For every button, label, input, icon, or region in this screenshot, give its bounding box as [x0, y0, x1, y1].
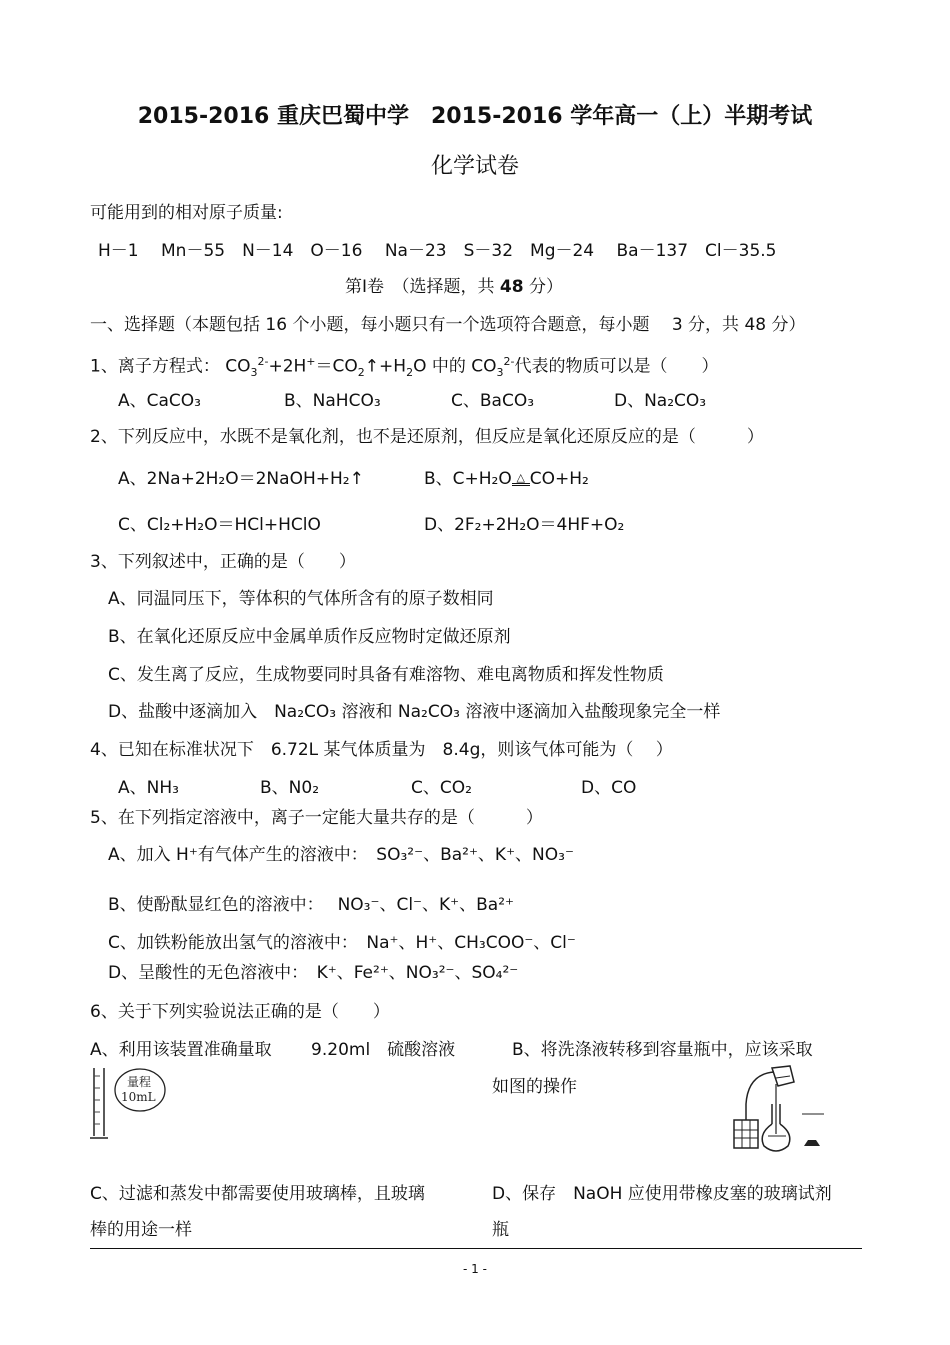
q1-option-c: C、BaCO₃	[451, 391, 535, 411]
q3-option-a: A、同温同压下，等体积的气体所含有的原子数相同	[108, 589, 494, 609]
cylinder-range-label: 量程	[127, 1075, 152, 1089]
volume-heading	[345, 276, 563, 298]
q1-option-b: B、NaHCO₃	[284, 391, 381, 411]
question-3-stem: 3、下列叙述中，正确的是（ ）	[90, 552, 356, 572]
q4-option-d: D、CO	[581, 778, 637, 798]
q4-option-a: A、NH₃	[118, 778, 179, 798]
question-2-stem: 2、下列反应中，水既不是氧化剂，也不是还原剂，但反应是氧化还原反应的是（ ）	[90, 427, 764, 447]
q6-option-c-line2: 棒的用途一样	[90, 1220, 192, 1240]
heat-condition-mark: △	[512, 473, 530, 486]
question-6-stem: 6、关于下列实验说法正确的是（ ）	[90, 1002, 390, 1022]
q4-option-c: C、CO₂	[411, 778, 472, 798]
q6-option-b-line1: B、将洗涤液转移到容量瓶中，应该采取	[512, 1040, 813, 1060]
q6-option-b-line2: 如图的操作	[492, 1077, 577, 1097]
q1-option-a: A、CaCO₃	[118, 391, 201, 411]
q1-stem-f: 代表的物质可以是（ ）	[514, 356, 719, 377]
volumetric-flask-transfer-icon	[728, 1064, 828, 1156]
footer-rule	[90, 1248, 862, 1249]
atomic-mass-label: 可能用到的相对原子质量:	[90, 203, 283, 223]
paper-subtitle: 化学试卷	[430, 154, 519, 179]
question-1-stem: 1、离子方程式： $CO_3^{2-}+2H^+=CO_2↑+H_2O$ 中的 $CO_3^{2-}$代表的物质可以是（ ）	[90, 355, 719, 380]
question-5-stem: 5、在下列指定溶液中，离子一定能大量共存的是（ ）	[90, 808, 543, 828]
q1-stem-c: ＝CO	[315, 356, 358, 377]
atomic-mass-values: H－1 Mn－55 N－14 O－16 Na－23 S－32 Mg－24 Ba－137 Cl－35.5	[98, 241, 777, 261]
q1-option-d: D、Na₂CO₃	[614, 391, 707, 411]
q1-stem-e: O 中的 CO	[413, 356, 497, 377]
section-instruction: 一、选择题（本题包括 16 个小题，每小题只有一个选项符合题意，每小题 3 分，共 48 分）	[90, 315, 806, 335]
cylinder-capacity-label: 10mL	[121, 1090, 156, 1104]
q6-option-c-line1: C、过滤和蒸发中都需要使用玻璃棒，且玻璃	[90, 1184, 425, 1204]
q5-option-b: B、使酚酞显红色的溶液中： NO₃⁻、Cl⁻、K⁺、Ba²⁺	[108, 895, 515, 915]
question-4-stem: 4、已知在标准状况下 6.72L 某气体质量为 8.4g，则该气体可能为（ ）	[90, 740, 673, 760]
q2-option-c: C、Cl₂+H₂O＝HCl+HClO	[118, 515, 321, 535]
q5-option-c: C、加铁粉能放出氢气的溶液中： Na⁺、H⁺、CH₃COO⁻、Cl⁻	[108, 933, 576, 953]
q5-option-a: A、加入 H⁺有气体产生的溶液中： SO₃²⁻、Ba²⁺、K⁺、NO₃⁻	[108, 845, 574, 865]
volume-heading-prefix: 第Ⅰ卷 （选择题，共	[345, 277, 495, 297]
q4-option-b: B、N0₂	[260, 778, 320, 798]
q1-stem-a: 1、离子方程式： CO	[90, 356, 251, 377]
page-number: - 1 -	[463, 1262, 487, 1276]
q5-option-d: D、呈酸性的无色溶液中： K⁺、Fe²⁺、NO₃²⁻、SO₄²⁻	[108, 963, 519, 983]
page-title: 2015-2016 重庆巴蜀中学 2015-2016 学年高一（上）半期考试	[137, 104, 813, 129]
q2-option-b	[424, 468, 589, 490]
q2-option-d: D、2F₂+2H₂O＝4HF+O₂	[424, 515, 625, 535]
q1-stem-d: ↑+H	[364, 356, 407, 377]
q3-option-b: B、在氧化还原反应中金属单质作反应物时定做还原剂	[108, 627, 511, 647]
measuring-cylinder-icon	[88, 1064, 170, 1142]
q6-option-d-line1: D、保存 NaOH 应使用带橡皮塞的玻璃试剂	[492, 1184, 832, 1204]
q3-option-d: D、盐酸中逐滴加入 Na₂CO₃ 溶液和 Na₂CO₃ 溶液中逐滴加入盐酸现象完全一样	[108, 702, 721, 722]
volume-points: 48	[499, 277, 524, 297]
q2-option-b-reactants: B、C+H₂O	[424, 469, 512, 489]
q3-option-c: C、发生离了反应，生成物要同时具备有难溶物、难电离物质和挥发性物质	[108, 665, 664, 685]
q6-option-a: A、利用该装置准确量取 9.20ml 硫酸溶液	[90, 1040, 456, 1060]
volume-heading-suffix: 分）	[529, 277, 563, 297]
q2-option-a: A、2Na+2H₂O＝2NaOH+H₂↑	[118, 469, 364, 489]
q2-option-b-products: CO+H₂	[529, 469, 589, 489]
q6-option-d-line2: 瓶	[492, 1220, 509, 1240]
q1-stem-b: +2H	[268, 356, 307, 377]
